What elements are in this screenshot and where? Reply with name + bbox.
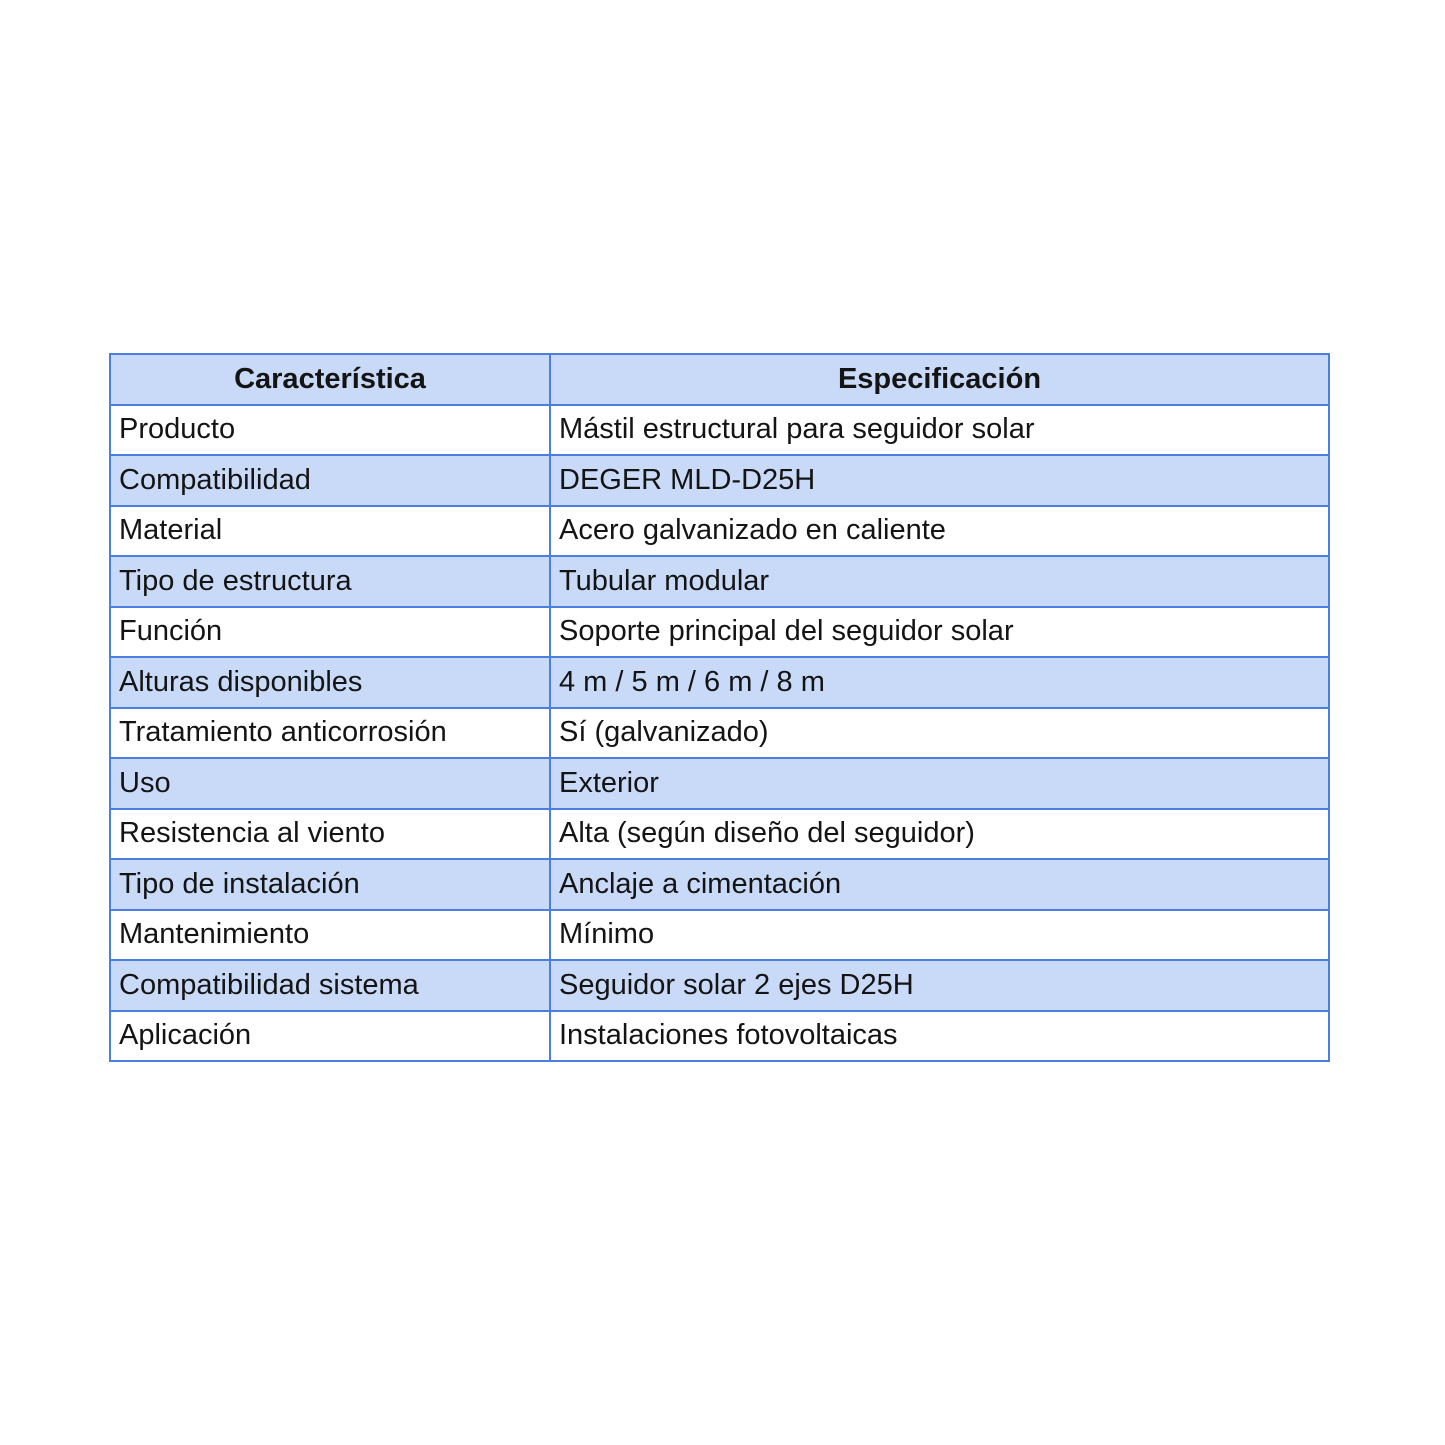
specification-cell: Tubular modular	[550, 556, 1329, 607]
spec-table	[109, 353, 1330, 1062]
feature-cell: Aplicación	[110, 1011, 550, 1062]
specification-cell: 4 m / 5 m / 6 m / 8 m	[550, 657, 1329, 708]
table-row	[110, 607, 1329, 658]
table-row	[110, 1011, 1329, 1062]
column-header-feature: Característica	[110, 354, 550, 405]
feature-cell: Compatibilidad sistema	[110, 960, 550, 1011]
feature-cell: Tratamiento anticorrosión	[110, 708, 550, 759]
table-row	[110, 758, 1329, 809]
table-header-row	[110, 354, 1329, 405]
feature-cell: Alturas disponibles	[110, 657, 550, 708]
feature-cell: Tipo de estructura	[110, 556, 550, 607]
feature-cell: Uso	[110, 758, 550, 809]
specification-cell: Alta (según diseño del seguidor)	[550, 809, 1329, 860]
feature-cell: Compatibilidad	[110, 455, 550, 506]
specification-cell: Soporte principal del seguidor solar	[550, 607, 1329, 658]
specification-cell: Exterior	[550, 758, 1329, 809]
feature-cell: Resistencia al viento	[110, 809, 550, 860]
column-header-specification: Especificación	[550, 354, 1329, 405]
table-row	[110, 556, 1329, 607]
specification-cell: Mínimo	[550, 910, 1329, 961]
feature-cell: Material	[110, 506, 550, 557]
table-row	[110, 859, 1329, 910]
feature-cell: Tipo de instalación	[110, 859, 550, 910]
specification-cell: Mástil estructural para seguidor solar	[550, 405, 1329, 456]
table-row	[110, 708, 1329, 759]
table-row	[110, 809, 1329, 860]
specification-cell: Anclaje a cimentación	[550, 859, 1329, 910]
specification-cell: Acero galvanizado en caliente	[550, 506, 1329, 557]
specification-cell: Sí (galvanizado)	[550, 708, 1329, 759]
specification-cell: Instalaciones fotovoltaicas	[550, 1011, 1329, 1062]
table-row	[110, 455, 1329, 506]
table-row	[110, 960, 1329, 1011]
feature-cell: Producto	[110, 405, 550, 456]
specification-cell: DEGER MLD-D25H	[550, 455, 1329, 506]
feature-cell: Mantenimiento	[110, 910, 550, 961]
table-row	[110, 405, 1329, 456]
specification-cell: Seguidor solar 2 ejes D25H	[550, 960, 1329, 1011]
feature-cell: Función	[110, 607, 550, 658]
table-row	[110, 910, 1329, 961]
table-row	[110, 506, 1329, 557]
table-row	[110, 657, 1329, 708]
